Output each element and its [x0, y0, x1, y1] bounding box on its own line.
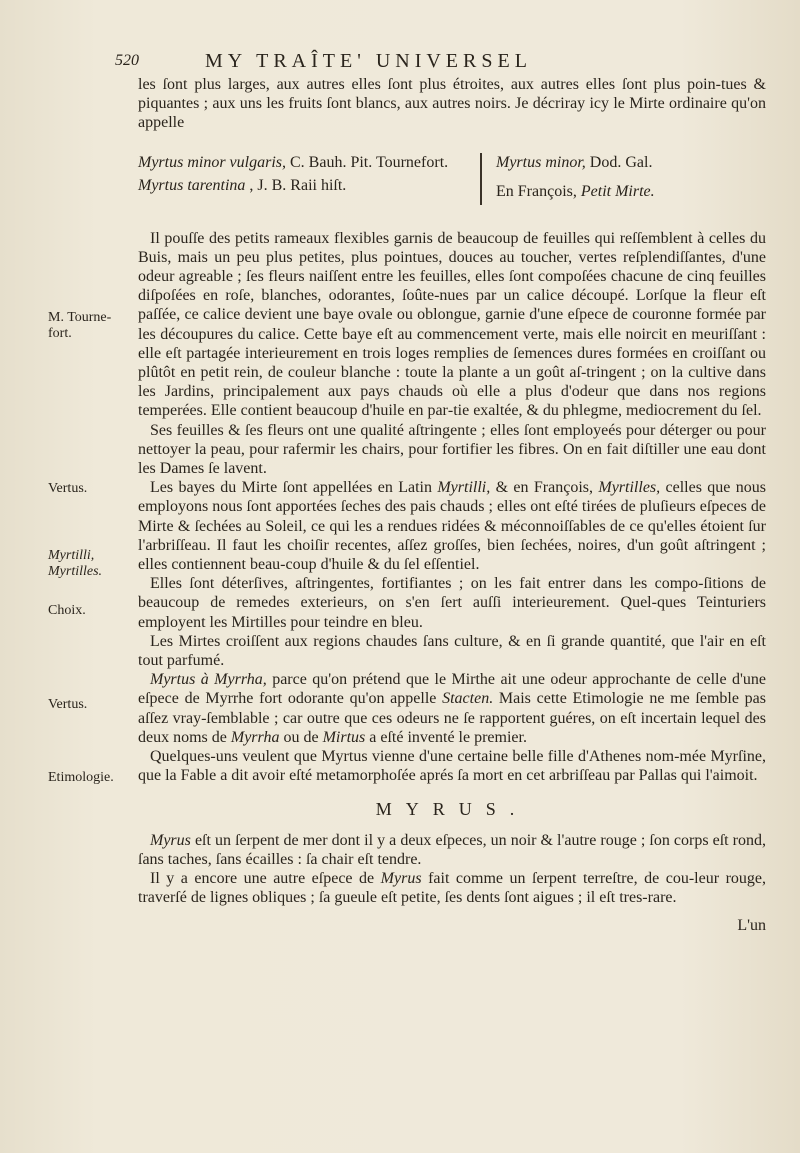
etymology-paragraph: Myrtus à Myrrha, parce qu'on prétend que le Mirthe ait une odeur approchante de celle d'une eſpece de Myrrhe fort odorante qu'on appelle Stacten. Mais cette Etimologie ne me ſemble pas aſſez vray‑ſemblable ; car outre que ces odeurs ne ſe rapportent guéres, on eſt incertain lequel des deux noms de Myrrha ou de Mirtus a eſté inventé le premier. — [138, 671, 767, 746]
myrsine-paragraph: Quelques‑uns veulent que Myrtus vienne d'une certaine belle fille d'Athenes nom‑mée Myrſine, que la Fable a dit avoir eſté metamorphoſée aprés ſa mort en cet arbriſſeau par Pallas qui l'aimoit. — [138, 748, 766, 785]
section-title: MYRUS. — [375, 798, 529, 819]
page-number: 520 — [115, 52, 139, 69]
margin-note-myrtilli: Myrtilli, Myrtilles. — [48, 548, 103, 579]
catchword: L'un — [737, 916, 766, 934]
running-head: MY TRAÎTE' UNIVERSEL — [205, 50, 532, 72]
margin-note-vertus: Vertus. — [48, 481, 88, 496]
synonym-entry: Myrtus tarentina , J. B. Raii hiſt. — [138, 176, 347, 194]
margin-note-etimologie: Etimologie. — [48, 770, 114, 785]
synonym-entry: En François, Petit Mirte. — [496, 182, 655, 200]
synonyms-right — [482, 153, 655, 205]
synonyms-block — [138, 153, 766, 205]
synonym-entry: Myrtus minor, Dod. Gal. — [496, 153, 653, 171]
margin-note-vertus-2: Vertus. — [48, 697, 88, 712]
main-text — [138, 75, 766, 935]
synonyms-left — [138, 153, 482, 205]
myrus-paragraph-2: Il y a encore une autre eſpece de Myrus fait comme un ſerpent terreſtre, de cou‑leur rouge, traverſé de lignes obliques ; ſa gueule eſt petite, ſes dents ſont aigues ; il eſt tres‑rare. — [138, 870, 766, 907]
vertus-paragraph-2: Elles ſont déterſives, aſtringentes, fortifiantes ; on les fait entrer dans les compo‑ſitions de beaucoup de remedes exterieurs, on s'en ſert auſſi interieurement. Quel‑ques Teinturiers employent les Mirtilles pour teindre en bleu. — [138, 575, 766, 631]
vertus-paragraph: Ses feuilles & ſes fleurs ont une qualité aſtringente ; elles ſont employeés pour déterger ou pour nettoyer la peau, pour rafermir les chairs, pour fortifier les fibres. On en fait diſtiller une eau dont les Dames ſe lavent. — [138, 421, 766, 478]
myrtilles-paragraph: Les bayes du Mirte ſont appellées en Latin Myrtilli, & en François, Myrtilles, celles que nous employons nous ſont apportées ſeches des pais chauds ; elles ont eſté tirées de pluſieurs eſpeces de Mirte & ſechées au Soleil, ce qui les a rendues ridées & méconnoiſſables de ce qu'elles étoient ſur l'arbriſſeau. Il faut les choiſir recentes, aſſez groſſes, bien ſechées, noires, d'un goût aſtringent ; elles contiennent beau‑coup d'huile & du ſel eſſentiel. — [138, 479, 767, 574]
culture-paragraph: Les Mirtes croiſſent aux regions chaudes ſans culture, & en ſi grande quantité, que l'air en eſt tout parfumé. — [138, 632, 766, 670]
intro-paragraph: les ſont plus larges, aux autres elles ſont plus étroites, aux autres elles ſont plus poin‑tues & piquantes ; aux uns les fruits ſont blancs, aux autres noirs. Je décriray icy le Mirte ordinaire qu'on appelle — [138, 76, 766, 132]
margin-note-tournefort: M. Tourne-fort. — [48, 310, 112, 341]
myrus-paragraph: Myrus eſt un ſerpent de mer dont il y a deux eſpeces, un noir & l'autre rouge ; ſon corps eſt rond, ſans taches, ſans écailles : ſa chair eſt tendre. — [138, 831, 766, 868]
synonym-entry: Myrtus minor vulgaris, C. Bauh. Pit. Tournefort. — [138, 153, 449, 171]
margin-note-choix: Choix. — [48, 603, 86, 618]
description-paragraph: Il pouſſe des petits rameaux flexibles garnis de beaucoup de feuilles qui reſſemblent à celles du Buis, mais un peu plus petites, plus pointues, douces au toucher, vertes reſplendiſſantes, d'une odeur agreable ; ſes fleurs naiſſent entre les feuilles, elles ſont compoſées chacune de cinq feuilles diſpoſées en roſe, blanches, odorantes, ſoûte‑nues par un calice découpé. Lorſque la fleur eſt paſſée, ce calice devient une baye ovale ou oblongue, garnie d'une eſpece de couronne formée par les découpures du calice. Cette baye eſt au commencement verte, mais elle noircit en meuriſſant : elle eſt partagée interieurement en trois loges remplies de ſemences dures formées en croiſſant ou plûtôt en petit rein, de couleur blanche : toute la plante a un goût aſ‑tringent ; on la cultive dans les Jardins, principalement aux pays chauds où elle a plus d'odeur que dans nos regions temperées. Elle contient beaucoup d'huile en par‑tie exaltée, & du phlegme, mediocrement du ſel. — [138, 229, 766, 420]
page-header — [115, 50, 795, 76]
